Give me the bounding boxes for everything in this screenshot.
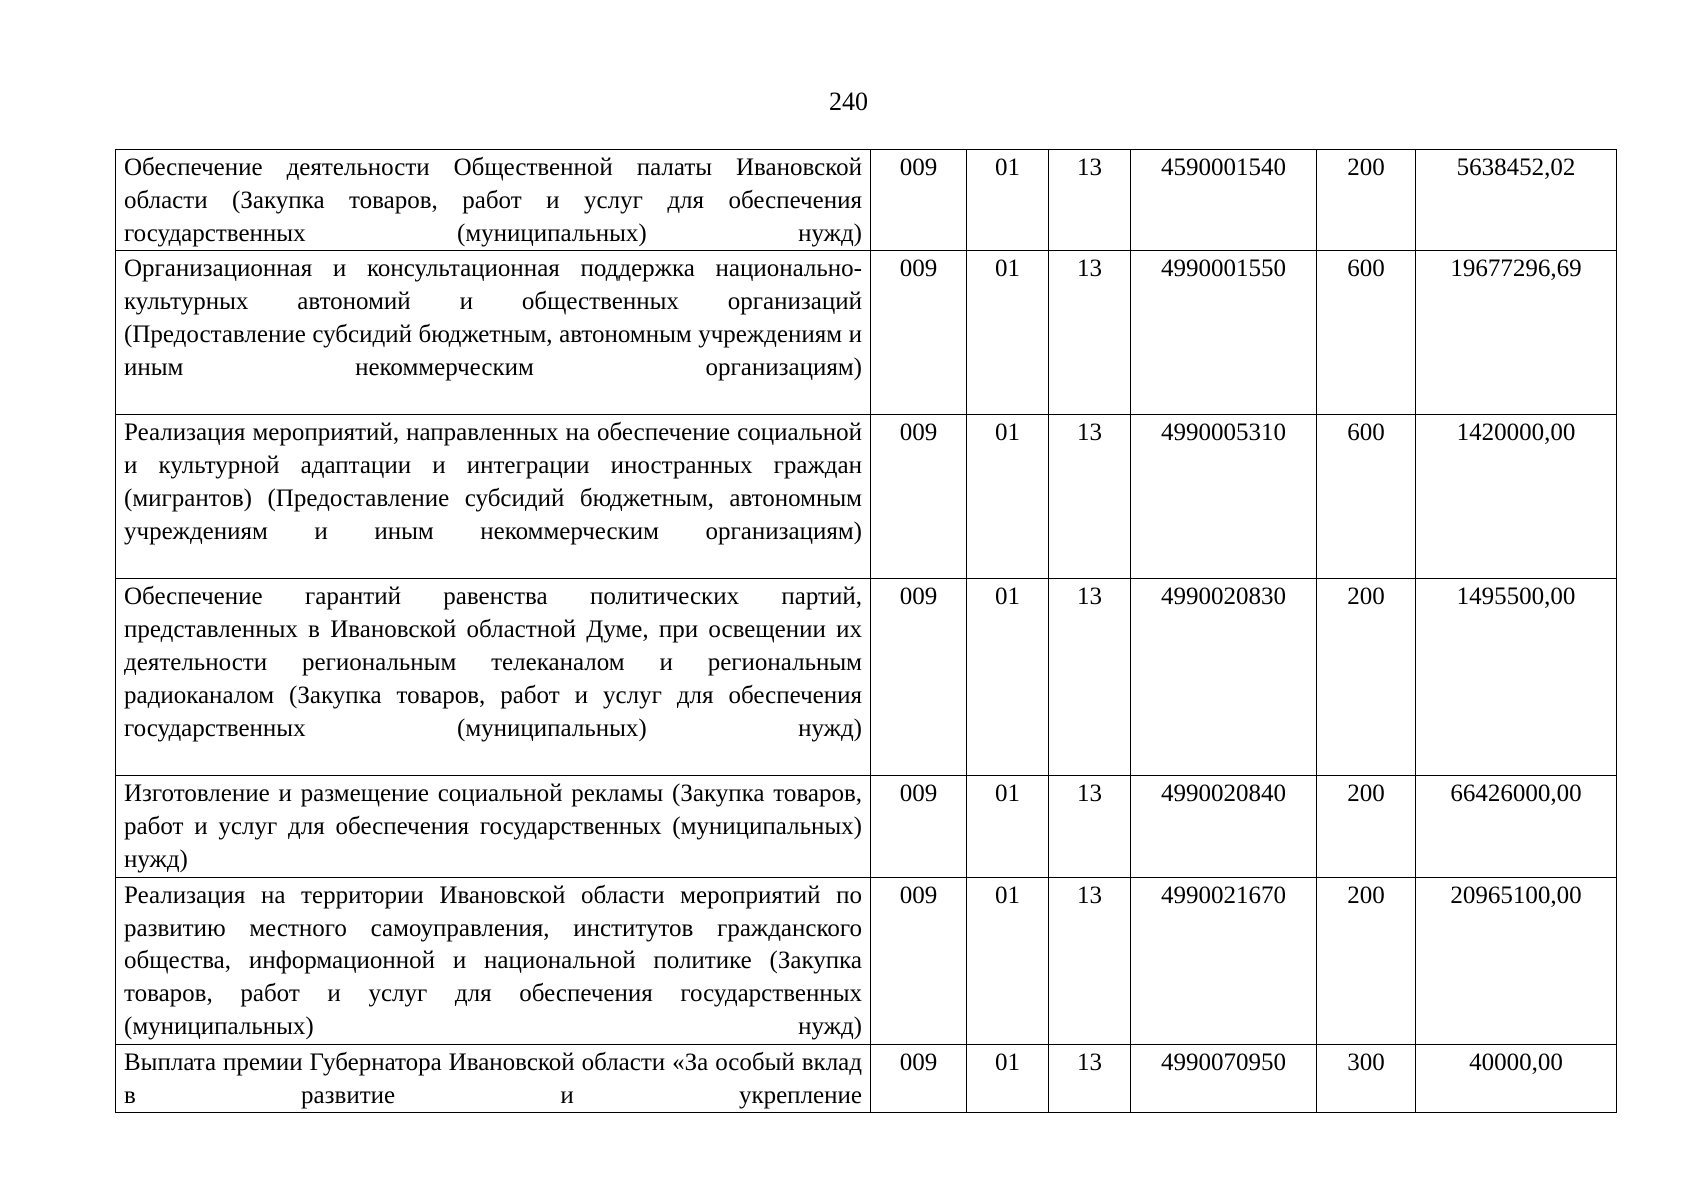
target-article-code: 4990001550 [1131, 251, 1317, 415]
section-code: 01 [967, 579, 1049, 776]
amount: 66426000,00 [1416, 776, 1617, 877]
ministry-code: 009 [871, 150, 967, 251]
amount: 1420000,00 [1416, 415, 1617, 579]
budget-table [115, 149, 1617, 1113]
expense-type-code: 300 [1317, 1044, 1416, 1113]
row-description: Реализация мероприятий, направленных на обеспечение социальной и культурной адаптации и интеграции иностранных граждан (мигрантов) (Предоставление субсидий бюджетным, автономным учреждениям и иным некоммерческим организациям) [116, 415, 871, 579]
table-row [116, 877, 1617, 1044]
amount: 20965100,00 [1416, 877, 1617, 1044]
amount: 19677296,69 [1416, 251, 1617, 415]
ministry-code: 009 [871, 1044, 967, 1113]
expense-type-code: 200 [1317, 877, 1416, 1044]
ministry-code: 009 [871, 877, 967, 1044]
section-code: 01 [967, 877, 1049, 1044]
table-row [116, 579, 1617, 776]
amount: 5638452,02 [1416, 150, 1617, 251]
section-code: 01 [967, 776, 1049, 877]
subsection-code: 13 [1049, 776, 1131, 877]
target-article-code: 4590001540 [1131, 150, 1317, 251]
target-article-code: 4990005310 [1131, 415, 1317, 579]
ministry-code: 009 [871, 579, 967, 776]
target-article-code: 4990020840 [1131, 776, 1317, 877]
row-description: Обеспечение гарантий равенства политических партий, представленных в Ивановской областной Думе, при освещении их деятельности региональным телеканалом и региональным радиоканалом (Закупка товаров, работ и услуг для обеспечения государственных (муниципальных) нужд) [116, 579, 871, 776]
target-article-code: 4990020830 [1131, 579, 1317, 776]
subsection-code: 13 [1049, 877, 1131, 1044]
table-row [116, 776, 1617, 877]
row-description: Реализация на территории Ивановской области мероприятий по развитию местного самоуправления, институтов гражданского общества, информационной и национальной политике (Закупка товаров, работ и услуг для обеспечения государственных (муниципальных) нужд) [116, 877, 871, 1044]
target-article-code: 4990021670 [1131, 877, 1317, 1044]
section-code: 01 [967, 150, 1049, 251]
expense-type-code: 200 [1317, 579, 1416, 776]
table-row [116, 1044, 1617, 1113]
page-number: 240 [829, 87, 868, 116]
row-description: Организационная и консультационная поддержка национально-культурных автономий и общественных организаций (Предоставление субсидий бюджетным, автономным учреждениям и иным некоммерческим организациям) [116, 251, 871, 415]
ministry-code: 009 [871, 415, 967, 579]
table-row [116, 415, 1617, 579]
subsection-code: 13 [1049, 150, 1131, 251]
table-row [116, 251, 1617, 415]
ministry-code: 009 [871, 776, 967, 877]
amount: 1495500,00 [1416, 579, 1617, 776]
section-code: 01 [967, 1044, 1049, 1113]
row-description: Обеспечение деятельности Общественной палаты Ивановской области (Закупка товаров, работ и услуг для обеспечения государственных (муниципальных) нужд) [116, 150, 871, 251]
table-row [116, 150, 1617, 251]
subsection-code: 13 [1049, 251, 1131, 415]
expense-type-code: 600 [1317, 415, 1416, 579]
ministry-code: 009 [871, 251, 967, 415]
subsection-code: 13 [1049, 415, 1131, 579]
row-description: Выплата премии Губернатора Ивановской области «За особый вклад в развитие и укрепление [116, 1044, 871, 1113]
expense-type-code: 200 [1317, 776, 1416, 877]
section-code: 01 [967, 415, 1049, 579]
target-article-code: 4990070950 [1131, 1044, 1317, 1113]
section-code: 01 [967, 251, 1049, 415]
subsection-code: 13 [1049, 1044, 1131, 1113]
subsection-code: 13 [1049, 579, 1131, 776]
amount: 40000,00 [1416, 1044, 1617, 1113]
row-description: Изготовление и размещение социальной рекламы (Закупка товаров, работ и услуг для обеспечения государственных (муниципальных) нужд) [116, 776, 871, 877]
expense-type-code: 600 [1317, 251, 1416, 415]
expense-type-code: 200 [1317, 150, 1416, 251]
